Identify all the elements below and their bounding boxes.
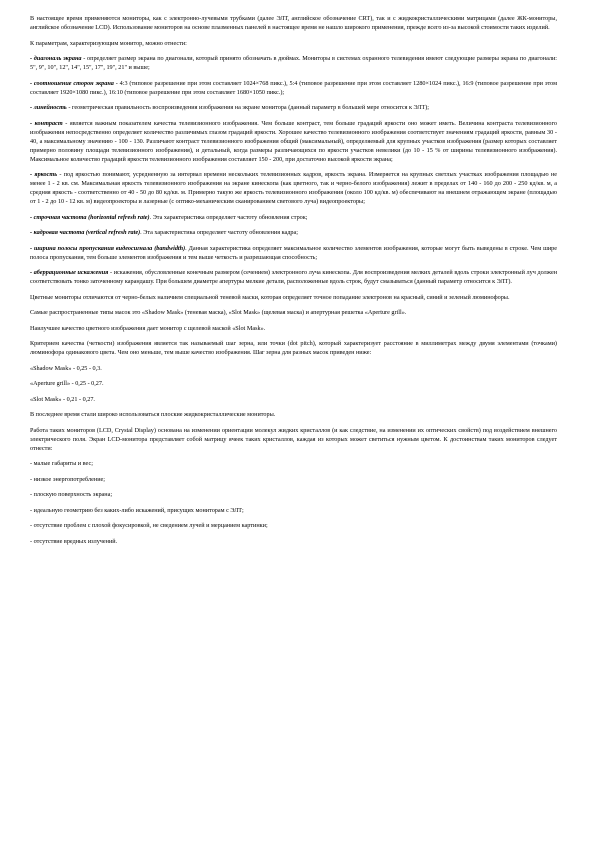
term-english: (vertical refresh rate) — [85, 229, 141, 236]
paragraph-linearity: - линейность - геометрическая правильность воспроизведения изображения на экране монитора (данный параметр в большей мере относится к ЭЛТ); — [30, 104, 429, 111]
list-item-advantage: - низкое энергопотребление; — [30, 475, 105, 483]
paragraph-aspect: - соотношение сторон экрана - 4:3 (типовое разрешение при этом составляет 1024×768 пикс.), 5:4 (типовое разрешение при этом составляет 1280×1024 пикс.), 16:9 (типовое разрешение при этом составляет 1920×1080 пикс.), 16:10 (типовое разрешение при этом составляет 1680×1050 пикс.); — [30, 79, 557, 96]
paragraph-vfreq: - кадровая частота (vertical refresh rate). Эта характеристика определяет частоту обновления кадра; — [30, 229, 298, 236]
list-item-shadow-mask: «Shadow Mask» - 0,25 - 0,3. — [30, 364, 102, 372]
term: - диагональ экрана — [30, 55, 82, 62]
list-item-slot-mask: «Slot Mask» - 0,21 - 0,27. — [30, 395, 95, 403]
paragraph-mask-types: Самые распространенные типы масок это «Shadow Mask» (теневая маска), «Slot Mask» (щелевая маска) и апертурная решетка «Aperture grill». — [30, 309, 407, 316]
paragraph-lcd-intro: В последнее время стали широко использоваться плоские жидкокристаллические мониторы. — [30, 411, 276, 418]
paragraph-intro: В настоящее время применяются мониторы, как с электронно-лучевыми трубками (далее ЭЛТ, английское обозначение CRT), так и с жидкокристаллическими матрицами (далее ЖК-мониторы, английское обозначение LCD). Использование мониторов на основе плазменных панелей в настоящее время не нашло широкого применения, прежде всего из-за высокой стоимости таких изделий. — [30, 15, 557, 31]
term-english: (bandwidth) — [154, 244, 186, 252]
list-item-advantage: - отсутствие вредных излучений. — [30, 537, 118, 545]
paragraph-best-mask: Наилучшее качество цветного изображения дает монитор с щелевой маской «Slot Mask». — [30, 324, 266, 332]
term: - строчная частота — [30, 213, 87, 221]
list-item-advantage: - идеальную геометрию без каких-либо искажений, присущих мониторам с ЭЛТ; — [30, 506, 244, 514]
paragraph-diagonal: - диагональ экрана - определяет размер экрана по диагонали, который принято обозначать в дюймах. Мониторы в системах охранного телевидения имеют следующие размеры экрана по диагонали: 5", 9", 10", 12", 14", 15", 17", 19", 21" и выше; — [30, 55, 557, 71]
paragraph-color-monitors: Цветные мониторы отличаются от черно-белых наличием специальной теневой маски, которая определяет точное попадание электронов на красный, синий и зеленый люминофоры. — [30, 293, 510, 301]
paragraph-contrast: - контраст - является важным показателем качества телевизионного изображения. Чем больше контраст, тем больше градаций яркости оно может иметь. Величина контраста телевизионного изображения непосредственно определяет количество различимых глазом градаций яркости. Хорошее качество телевизионного изображения соответствует значениям градаций яркости, равным 30 - 40, а максимальному значению - 100 - 130. Различают контраст телевизионного изображения общий (максимальный), определяемый для крупных участков изображения (размер которых составляет примерно половину площади телевизионного изображения), и детальный, когда размеры различающихся по яркости участков невелики (до 10 - 15 % от ширины телевизионного изображения). Максимальное количество градаций яркости телевизионного изображения составляет 150 - 200, при достаточно высокой яркости экрана; — [30, 119, 557, 163]
term: - ширина полосы пропускания видеосигнала — [30, 244, 153, 252]
paragraph-lcd-working: Работа таких мониторов (LCD, Crystal Display) основана на изменении ориентации молекул жидких кристаллов (и как следствие, на изменении их оптических свойств) под воздействием внешнего электрического поля. Экран LCD-монитора представляет собой матрицу ячеек таких кристаллов, каждая из которых может светиться нужным цветом. К достоинствам таких мониторов следует отнести: — [30, 426, 557, 452]
paragraph-brightness: - яркость - под яркостью понимают, усредненную за интервал времени нескольких телевизионных кадров, яркость экрана. Измеряется на крупных светлых участках изображения площадью не менее 1 - 2 кв. см. Максимальная яркость телевизионного изображения на экране кинескопа (как цветного, так и черно-белого изображения) лежит в пределах от 140 - 160 до 200 - 250 кд/кв. м, а средняя яркость - соответственно от 40 - 50 до 80 кд/кв. м. Примерно такую же яркость телевизионного изображения (около 100 кд/кв. м) обеспечивают на внешнем отражающем экране (площадью от 1 - 2 до 10 - 12 кв. м) видеопроекторы и лазерные (с оптико-механическим сканированием светового луча) видеопроекторы; — [30, 171, 557, 205]
list-item-advantage: - малые габариты и вес; — [30, 460, 93, 467]
term: - соотношение сторон экрана — [30, 79, 114, 87]
list-item-advantage: - плоскую поверхность экрана; — [30, 491, 113, 498]
term: - линейность — [30, 104, 67, 111]
paragraph-params-heading: К параметрам, характеризующим монитор, можно отнести: — [30, 39, 187, 47]
term-english: (horizontal refresh rate) — [88, 213, 150, 221]
term: - яркость — [30, 171, 58, 178]
list-item-advantage: - отсутствие проблем с плохой фокусировкой, не сведением лучей и мерцанием картинки; — [30, 522, 268, 529]
paragraph-dot-pitch: Критерием качества (четкости) изображения является так называемый шаг зерна, или точки (dot pitch), который характеризует расстояние в миллиметрах между двумя элементами (точками) люминофора одинакового цвета. Чем оно меньше, тем выше качество изображения. Шаг зерна для разных масок приведен ниже: — [30, 340, 557, 356]
term: - кадровая частота — [30, 229, 85, 236]
term: - контраст — [30, 119, 63, 127]
paragraph-bandwidth: - ширина полосы пропускания видеосигнала (bandwidth). Данная характеристика определяет максимальное количество элементов изображения, которые могут быть выведены в строке. Чем шире полоса пропускания, тем больше элементов изображения и тем выше четкость и разрешающая способность; — [30, 244, 557, 261]
paragraph-aberration: - аберрационные искажения - искажения, обусловленные конечным размером (сечением) электронного луча кинескопа. Для воспроизведения мелких деталей вдоль строки электронный луч должен соответствовать тонко заточенному карандашу. При большем диаметре апертуры мелкие детали, расположенные вдоль строк, будут смазываться (данный параметр относится к ЭЛТ). — [30, 269, 557, 285]
list-item-aperture-grill: «Aperture grill» - 0,25 - 0,27. — [30, 380, 104, 387]
paragraph-hfreq: - строчная частота (horizontal refresh rate). Эта характеристика определяет частоту обновления строк; — [30, 213, 308, 221]
term: - аберрационные искажения — [30, 269, 109, 276]
